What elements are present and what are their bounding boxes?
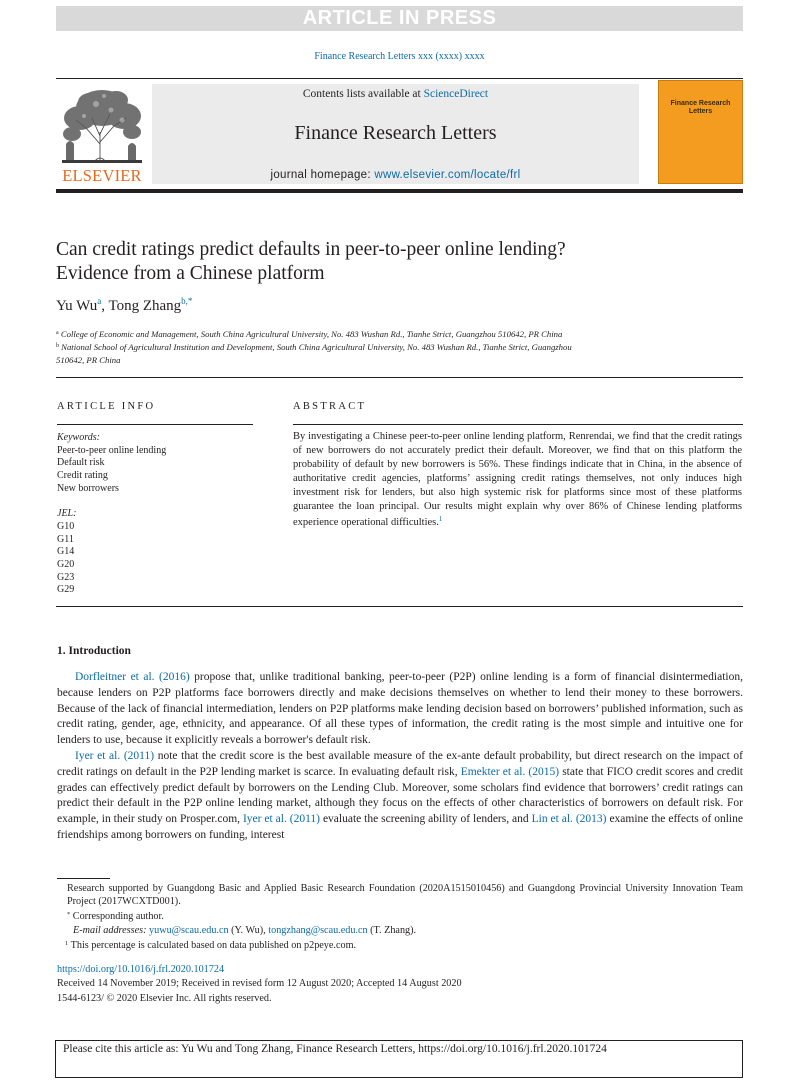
corresponding-mark: * [67,911,71,919]
header-bottom-rule [56,189,743,193]
cover-title: Finance Research Letters [670,100,731,115]
journal-header-box [152,84,639,184]
title-line-2: Evidence from a Chinese platform [56,263,325,284]
email-link[interactable]: yuwu@scau.edu.cn [149,924,229,936]
banner-text: ARTICLE IN PRESS [302,7,497,29]
paragraph-text: propose that, unlike traditional banking, peer-to-peer (P2P) online lending is a form of financial disintermediation, because lenders on P2P platforms face borrowers directly and make decisions themselves on whether to lend their money to these borrowers. Because of the lack of financial intermediation, lenders on P2P platforms make lending decision based on borrowers’ published information, such as credit rating, gender, age, ethnicity, and appearance. Of all these types of information, the credit rating is the most simple and intuitive one for lenders to use, because it explicitly reveals a borrower's default risk. [57,671,743,747]
affiliation-b [56,340,656,366]
contents-prefix: Contents lists available at [302,88,421,100]
journal-reference-link[interactable]: Finance Research Letters xxx (xxxx) xxxx [314,51,485,62]
affil-mark: a [56,330,59,336]
jel-code: G11 [57,533,74,545]
intro-paragraph-2 [57,749,743,844]
corresponding-note [57,908,743,923]
citation-link[interactable]: Emekter et al. (2015) [460,765,560,778]
author-name: Tong Zhang [108,298,182,314]
jel-code: G14 [57,546,75,558]
section-heading-introduction: 1. Introduction [57,645,131,657]
article-title [56,238,696,286]
footnote-1 [57,937,743,952]
keywords-label: Keywords: [57,432,100,443]
jel-code: G29 [57,584,75,596]
author-name: Yu Wu [56,298,98,314]
citation-link[interactable]: Iyer et al. (2011) [75,750,155,762]
title-line-1: Can credit ratings predict defaults in peer-to-peer online lending? [56,239,566,260]
jel-label: JEL: [57,508,77,520]
citation-link[interactable]: Lin et al. (2013) [531,813,607,826]
citation-box: Please cite this article as: Yu Wu and Tong Zhang, Finance Research Letters, https://doi.org/10.1016/j.frl.2020.101724 [55,1040,743,1078]
footnote-mark[interactable]: 1 [438,515,443,524]
affil-text: College of Economic and Management, South China Agricultural University, No. 483 Wushan Rd., Tianhe Strict, Guangzhou 510642, PR China [60,329,563,339]
author-list [56,296,192,315]
contents-line [152,88,639,100]
citation-link[interactable]: Dorfleitner et al. (2016) [75,671,190,683]
keyword-item: Default risk [57,457,105,469]
jel-code: G10 [57,520,75,532]
divider-rule [56,377,743,378]
article-info-rule [57,424,253,425]
article-info-heading: ARTICLE INFO [57,401,156,412]
elsevier-wordmark: ELSEVIER [62,166,142,185]
footnote-number: 1 [65,939,69,947]
keyword-item: Peer-to-peer online lending [57,444,167,456]
received-dates: Received 14 November 2019; Received in revised form 12 August 2020; Accepted 14 August 2020 [57,978,462,990]
journal-cover-thumbnail [658,80,743,184]
header-top-rule [56,78,743,79]
email-owner: (Y. Wu), [228,924,269,936]
divider-rule [56,606,743,607]
intro-paragraph-1 [57,670,743,749]
author-affil-mark[interactable]: a [97,296,102,306]
journal-title: Finance Research Letters [294,122,497,144]
corresponding-text: Corresponding author. [72,911,164,923]
homepage-prefix: journal homepage: [270,169,371,181]
doi-link[interactable]: https://doi.org/10.1016/j.frl.2020.101724 [57,964,225,975]
abstract-body: By investigating a Chinese peer-to-peer online lending platform, Renrendai, we find that the credit ratings of new borrowers do not accurately predict their default. Moreover, we find that on this platform the probability of default by new borrowers is 56%. These findings indicate that in China, in the absence of authoritative credit agencies, platforms’ assigning credit ratings themselves, not only induces high investment risk for lenders, but also high systemic risk for platforms since most of these platforms guarantee the loan principal. Our results might explain why over 86% of Chinese lending platforms experience operational difficulties. [293,431,742,529]
author-separator: , [101,298,109,314]
article-history [57,963,462,1006]
paragraph-text: note that the credit score is the best available measure of the ex-ante default probability, but direct research on the impact of credit ratings on default in the P2P lending market is scarce. In evaluating default risk, [57,750,743,778]
keyword-item: Credit rating [57,470,108,482]
footnote-rule [57,878,110,879]
copyright-line: 1544-6123/ © 2020 Elsevier Inc. All rights reserved. [57,992,272,1004]
homepage-line [152,169,639,181]
jel-code: G23 [57,571,75,583]
abstract-rule [293,424,743,425]
sciencedirect-link[interactable]: ScienceDirect [423,88,489,100]
email-owner: (T. Zhang). [367,924,417,936]
keyword-item: New borrowers [57,482,119,494]
keywords-block [57,432,166,597]
affiliation-a [56,327,656,341]
affil-text: 510642, PR China [56,354,121,365]
funding-note: Research supported by Guangdong Basic and Applied Basic Research Foundation (2020A1515010456) and Guangdong Provincial University Innovation Team Project (2017WCXTD001). [67,883,743,908]
email-note [57,924,743,937]
abstract-text [293,430,742,530]
affil-mark: b [56,343,59,349]
jel-code: G20 [57,559,75,571]
footnotes [57,882,743,952]
email-link[interactable]: tongzhang@scau.edu.cn [268,924,368,936]
email-label: E-mail addresses: [73,924,147,936]
paragraph-text: examine the effects of online friendships among borrowers on funding, interest [57,813,743,841]
homepage-link[interactable]: www.elsevier.com/locate/frl [374,169,521,181]
citation-link[interactable]: Iyer et al. (2011) [242,813,320,826]
author-affil-mark[interactable]: b,* [181,296,193,306]
footnote-text: This percentage is calculated based on data published on p2peye.com. [70,939,357,951]
article-in-press-banner [56,6,743,31]
paragraph-text: evaluate the screening ability of lenders, and [320,813,532,826]
paragraph-text: state that FICO credit scores and credit grades can effectively predict default by borrowers on the Lending Club. Moreover, some scholars find evidence that borrowers’ credit ratings can predict their default in the P2P online lending market, although they focus on the effects of other characteristics of borrowers on default risk. For example, in their study on Prosper.com, [57,765,743,826]
abstract-heading: ABSTRACT [293,401,367,412]
affil-text: National School of Agricultural Institution and Development, South China Agricultural University, No. 483 Wushan Rd., Tianhe Strict, Guangzhou [61,342,572,352]
